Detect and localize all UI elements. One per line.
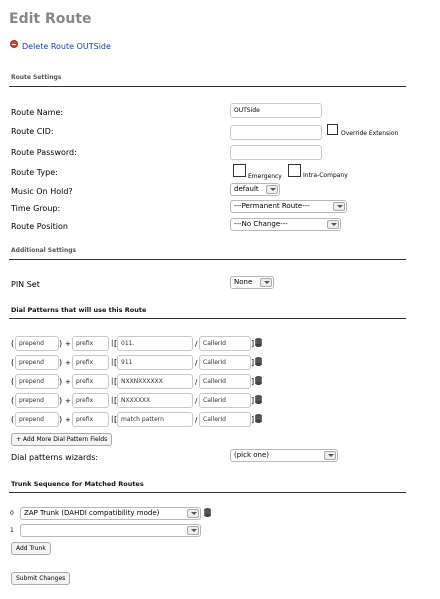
delete-route-link[interactable]: Delete Route OUTSide <box>22 42 111 51</box>
chevron-down-icon <box>266 185 278 194</box>
delete-pattern-icon[interactable] <box>255 357 262 366</box>
music-on-hold-value: default <box>234 185 259 193</box>
separator: ) <box>59 339 63 348</box>
override-extension-checkbox[interactable] <box>327 124 338 135</box>
separator: / <box>195 416 198 424</box>
separator: + <box>65 359 71 367</box>
trunk-index: 0 <box>10 510 14 517</box>
callerid-input[interactable]: CallerId <box>199 412 251 427</box>
prefix-input[interactable]: prefix <box>72 355 109 370</box>
separator: ( <box>11 377 15 386</box>
route-position-select[interactable] <box>230 218 341 231</box>
section-divider <box>9 492 406 493</box>
separator: + <box>65 397 71 405</box>
time-group-select[interactable] <box>230 200 347 213</box>
pin-set-select[interactable] <box>230 276 274 289</box>
dial-wizards-label: Dial patterns wizards: <box>11 453 99 462</box>
separator: | <box>111 415 114 423</box>
route-cid-label: Route CID: <box>11 127 54 136</box>
section-divider <box>9 318 406 319</box>
route-position-value: ---No Change--- <box>234 220 288 228</box>
separator: [ <box>114 415 118 424</box>
prepend-input[interactable]: prepend <box>15 374 59 389</box>
chevron-down-icon <box>187 526 199 535</box>
prepend-input[interactable]: prepend <box>15 336 59 351</box>
trunk-value: ZAP Trunk (DAHDI compatibility mode) <box>24 509 160 517</box>
override-extension-label: Override Extension <box>341 130 399 137</box>
section-additional-settings: Additional Settings <box>11 247 77 254</box>
separator: ) <box>59 415 63 424</box>
match-pattern-input[interactable]: NXXNXXXXXX <box>117 374 193 389</box>
separator: + <box>65 378 71 386</box>
trunk-index: 1 <box>10 527 14 534</box>
separator: ] <box>251 377 255 386</box>
delete-icon[interactable] <box>10 40 18 48</box>
prepend-input[interactable]: prepend <box>15 355 59 370</box>
chevron-down-icon <box>187 509 199 518</box>
separator: + <box>65 340 71 348</box>
emergency-label: Emergency <box>248 173 282 180</box>
separator: [ <box>114 377 118 386</box>
separator: / <box>195 359 198 367</box>
trunk-select[interactable] <box>20 507 201 520</box>
delete-pattern-icon[interactable] <box>255 376 262 385</box>
separator: ( <box>11 339 15 348</box>
section-trunk-sequence: Trunk Sequence for Matched Routes <box>11 480 144 488</box>
delete-trunk-icon[interactable] <box>204 508 211 517</box>
separator: / <box>195 397 198 405</box>
callerid-input[interactable]: CallerId <box>199 374 251 389</box>
intra-company-checkbox[interactable] <box>288 164 301 177</box>
match-pattern-input[interactable]: 911 <box>117 355 193 370</box>
trunk-select[interactable] <box>20 524 201 537</box>
chevron-down-icon <box>260 278 272 287</box>
emergency-checkbox[interactable] <box>233 164 246 177</box>
add-trunk-button[interactable]: Add Trunk <box>11 542 51 555</box>
delete-pattern-icon[interactable] <box>255 395 262 404</box>
chevron-down-icon <box>324 451 336 460</box>
separator: ) <box>59 377 63 386</box>
page-title: Edit Route <box>9 11 92 27</box>
section-divider <box>9 86 406 87</box>
dial-wizards-select[interactable] <box>230 449 338 462</box>
pin-set-value: None <box>234 278 253 286</box>
chevron-down-icon <box>327 220 339 229</box>
callerid-input[interactable]: CallerId <box>199 393 251 408</box>
separator: / <box>195 340 198 348</box>
section-dial-patterns: Dial Patterns that will use this Route <box>11 306 147 314</box>
time-group-label: Time Group: <box>11 204 61 213</box>
separator: ] <box>251 358 255 367</box>
callerid-input[interactable]: CallerId <box>199 336 251 351</box>
separator: | <box>111 377 114 385</box>
match-pattern-input[interactable]: match pattern <box>117 412 193 427</box>
match-pattern-input[interactable]: NXXXXXX <box>117 393 193 408</box>
section-route-settings: Route Settings <box>11 74 62 81</box>
section-divider <box>9 259 406 260</box>
add-dial-pattern-button[interactable]: + Add More Dial Pattern Fields <box>11 433 112 446</box>
route-cid-input[interactable] <box>230 125 322 140</box>
delete-pattern-icon[interactable] <box>255 414 262 423</box>
route-name-label: Route Name: <box>11 108 64 117</box>
prefix-input[interactable]: prefix <box>72 393 109 408</box>
time-group-value: ---Permanent Route--- <box>234 202 310 210</box>
separator: ) <box>59 396 63 405</box>
prepend-input[interactable]: prepend <box>15 393 59 408</box>
submit-changes-button[interactable]: Submit Changes <box>11 572 70 585</box>
prefix-input[interactable]: prefix <box>72 374 109 389</box>
separator: | <box>111 339 114 347</box>
separator: ] <box>251 339 255 348</box>
delete-pattern-icon[interactable] <box>255 338 262 347</box>
separator: ( <box>11 358 15 367</box>
route-password-input[interactable] <box>230 145 322 160</box>
separator: ] <box>251 396 255 405</box>
intra-company-label: Intra-Company <box>303 172 348 179</box>
separator: [ <box>114 396 118 405</box>
separator: ] <box>251 415 255 424</box>
route-password-label: Route Password: <box>11 148 77 157</box>
music-on-hold-label: Music On Hold? <box>11 187 73 196</box>
separator: [ <box>114 358 118 367</box>
prepend-input[interactable]: prepend <box>15 412 59 427</box>
route-name-input[interactable]: OUTSide <box>230 103 322 118</box>
chevron-down-icon <box>333 202 345 211</box>
separator: ) <box>59 358 63 367</box>
prefix-input[interactable]: prefix <box>72 336 109 351</box>
prefix-input[interactable]: prefix <box>72 412 109 427</box>
separator: | <box>111 358 114 366</box>
separator: [ <box>114 339 118 348</box>
pin-set-label: PIN Set <box>11 280 40 289</box>
route-position-label: Route Position <box>11 222 68 231</box>
separator: / <box>195 378 198 386</box>
separator: + <box>65 416 71 424</box>
dial-wizards-value: (pick one) <box>234 451 270 459</box>
separator: ( <box>11 415 15 424</box>
separator: | <box>111 396 114 404</box>
match-pattern-input[interactable]: 011. <box>117 336 193 351</box>
separator: ( <box>11 396 15 405</box>
callerid-input[interactable]: CallerId <box>199 355 251 370</box>
music-on-hold-select[interactable] <box>230 183 280 196</box>
route-type-label: Route Type: <box>11 168 58 177</box>
